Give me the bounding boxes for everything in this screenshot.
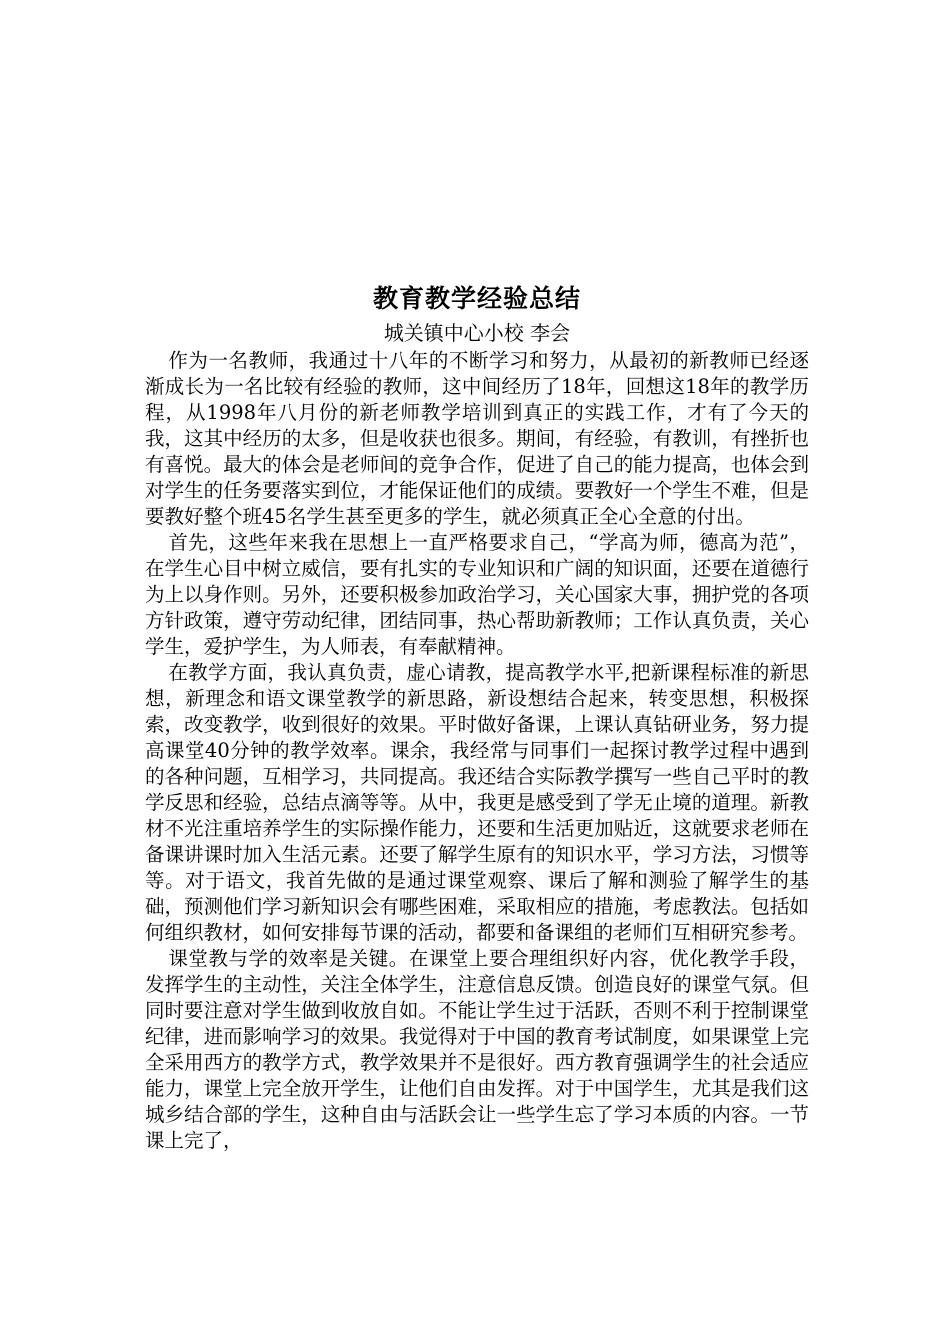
paragraph: 作为一名教师，我通过十八年的不断学习和努力，从最初的新教师已经逐渐成长为一名比较有经验的教师，这中间经历了18年，回想这18年的教学历程，从1998年八月份的新老师教学培训到真正的实践工作，才有了今天的我，这其中经历的太多，但是收获也很多。期间，有经验，有教训，有挫折也有喜悦。最大的体会是老师间的竞争合作，促进了自己的能力提高，也体会到对学生的任务要落实到位，才能保证他们的成绩。要教好一个学生不难，但是要教好整个班45名学生甚至更多的学生，就必须真正全心全意的付出。 xyxy=(145,349,809,528)
paragraph: 课堂教与学的效率是关键。在课堂上要合理组织好内容，优化教学手段，发挥学生的主动性，关注全体学生，注意信息反馈。创造良好的课堂气氛。但同时要注意对学生做到收放自如。不能让学生过于活跃，否则不利于控制课堂纪律，进而影响学习的效果。我觉得对于中国的教育考试制度，如果课堂上完全采用西方的教学方式，教学效果并不是很好。西方教育强调学生的社会适应能力，课堂上完全放开学生，让他们自由发挥。对于中国学生，尤其是我们这城乡结合部的学生，这种自由与活跃会让一些学生忘了学习本质的内容。一节课上完了， xyxy=(145,947,809,1152)
document-author: 城关镇中心小校 李会 xyxy=(383,321,571,345)
document-page xyxy=(145,282,809,1154)
document-body xyxy=(145,348,809,1154)
document-title: 教育教学经验总结 xyxy=(372,284,581,313)
paragraph: 在教学方面，我认真负责，虚心请教，提高教学水平,把新课程标准的新思想，新理念和语文课堂教学的新思路，新设想结合起来，转变思想，积极探索，改变教学，收到很好的效果。平时做好备课，上课认真钻研业务，努力提高课堂40分钟的教学效率。课余，我经常与同事们一起探讨教学过程中遇到的各种问题，互相学习，共同提高。我还结合实际教学撰写一些自己平时的教学反思和经验，总结点滴等等。从中，我更是感受到了学无止境的道理。新教材不光注重培养学生的实际操作能力，还要和生活更加贴近，这就要求老师在备课讲课时加入生活元素。还要了解学生原有的知识水平，学习方法，习惯等等。对于语文，我首先做的是通过课堂观察、课后了解和测验了解学生的基础，预测他们学习新知识会有哪些困难，采取相应的措施，考虑教法。包括如何组织教材，如何安排每节课的活动，都要和备课组的老师们互相研究参考。 xyxy=(145,661,809,944)
paragraph: 首先，这些年来我在思想上一直严格要求自己，“学高为师，德高为范”，在学生心目中树立威信，要有扎实的专业知识和广阔的知识面，还要在道德行为上以身作则。另外，还要积极参加政治学习，关心国家大事，拥护党的各项方针政策，遵守劳动纪律，团结同事，热心帮助新教师；工作认真负责，关心学生，爱护学生，为人师表，有奉献精神。 xyxy=(145,531,809,658)
